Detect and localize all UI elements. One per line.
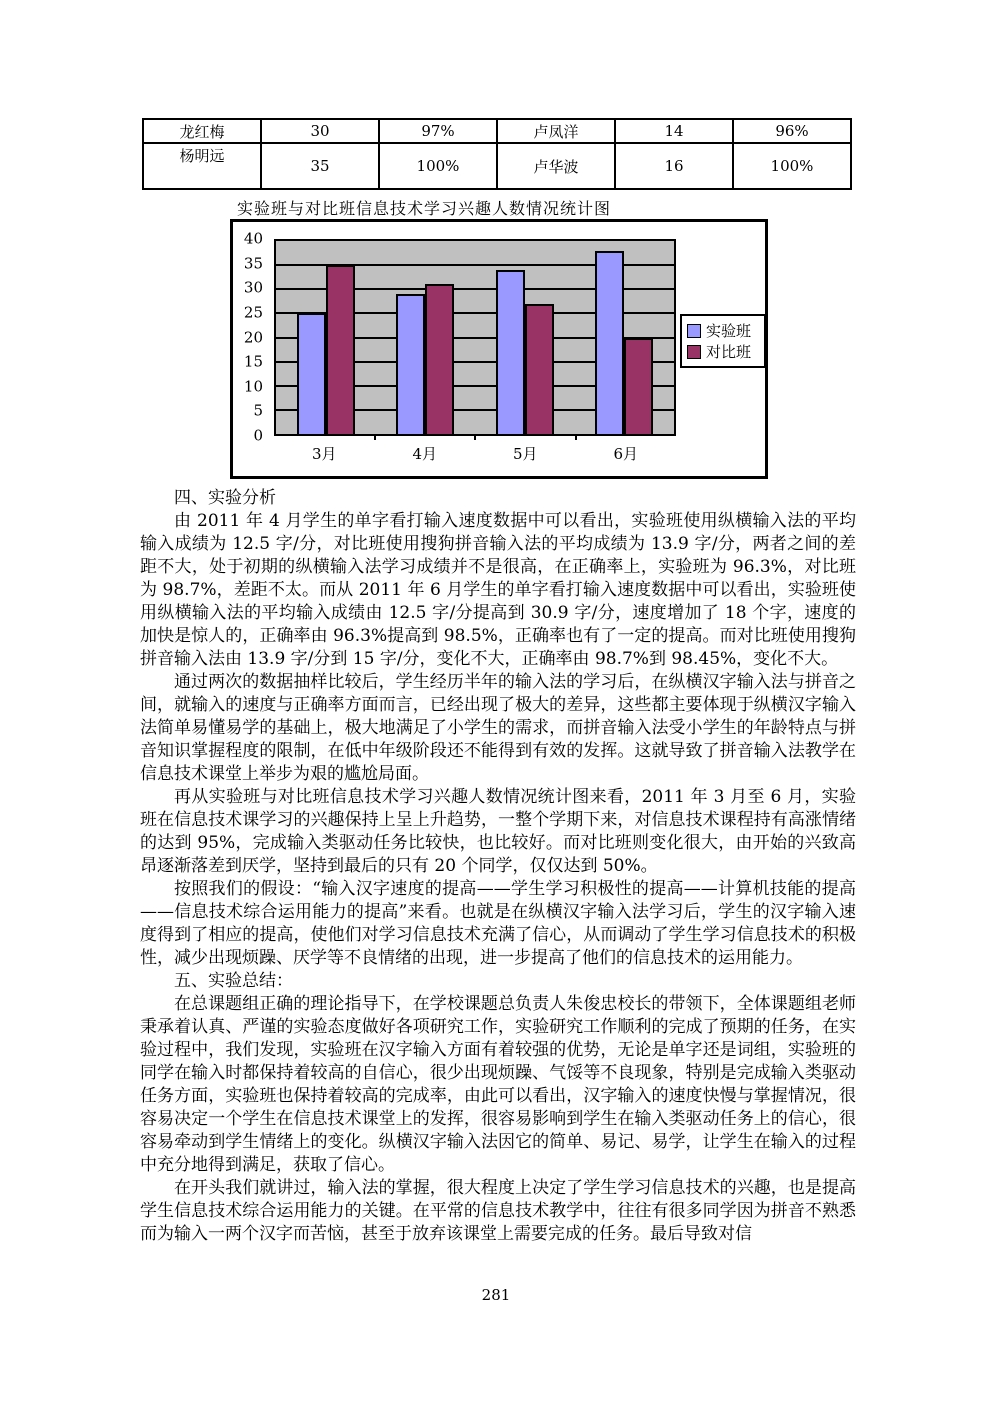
- bar-对比班-5月: [525, 304, 554, 434]
- x-tick-label: 3月: [311, 445, 337, 463]
- table-row: [143, 143, 851, 189]
- paragraph: 按照我们的假设：“输入汉字速度的提高——学生学习积极性的提高——计算机技能的提高——信息技术综合运用能力的提高”来看。也就是在纵横汉字输入法学习后，学生的汉字输入速度得到了相应的提高，使他们对学习信息技术充满了信心，从而调动了学生学习信息技术的积极性，减少出现烦躁、厌学等不良情绪的出现，进一步提高了他们的信息技术的运用能力。: [140, 879, 856, 968]
- legend-swatch-icon: [687, 324, 701, 338]
- chart-title: 实验班与对比班信息技术学习兴趣人数情况统计图: [237, 199, 612, 218]
- x-tick: [575, 434, 577, 440]
- bar-pair: [396, 241, 454, 434]
- table-cell: 96%: [733, 119, 851, 143]
- y-tick-label: 40: [243, 229, 263, 248]
- bar-pair: [297, 241, 355, 434]
- bar-实验班-6月: [595, 251, 624, 434]
- legend-label: 实验班: [706, 322, 752, 340]
- table-cell: 35: [261, 143, 379, 189]
- y-tick-label: 30: [243, 278, 263, 297]
- bar-实验班-3月: [297, 313, 326, 434]
- bar-对比班-6月: [624, 338, 653, 435]
- x-tick-label: 6月: [613, 445, 639, 463]
- page-number: 281: [481, 1286, 511, 1304]
- y-axis-labels: [233, 229, 268, 445]
- y-tick-label: 10: [243, 377, 263, 396]
- y-tick-label: 5: [253, 401, 263, 420]
- table-cell: 97%: [379, 119, 497, 143]
- section-heading: 五、实验总结：: [174, 971, 293, 991]
- bar-实验班-4月: [396, 294, 425, 434]
- legend-item-实验班: [687, 320, 759, 341]
- table-cell: 16: [615, 143, 733, 189]
- plot-area: [274, 239, 676, 436]
- score-table: [142, 118, 852, 190]
- table-cell: 卢凤洋: [497, 119, 615, 143]
- chart-legend: [680, 314, 766, 368]
- table-row: [143, 119, 851, 143]
- table-cell: 杨明远: [143, 143, 261, 189]
- table-cell: 100%: [379, 143, 497, 189]
- x-axis-labels: [274, 443, 676, 464]
- legend-item-对比班: [687, 341, 759, 362]
- x-tick-label: 5月: [512, 445, 538, 463]
- legend-label: 对比班: [706, 343, 752, 361]
- bar-对比班-3月: [326, 265, 355, 434]
- table-cell: 30: [261, 119, 379, 143]
- x-axis-ticks: [274, 434, 676, 440]
- paragraph: 通过两次的数据抽样比较后，学生经历半年的输入法的学习后，在纵横汉字输入法与拼音之间，就输入的速度与正确率方面而言，已经出现了极大的差异，这些都主要体现于纵横汉字输入法简单易懂易学的基础上，极大地满足了小学生的需求，而拼音输入法受小学生的年龄特点与拼音知识掌握程度的限制，在低中年级阶段还不能得到有效的发挥。这就导致了拼音输入法教学在信息技术课堂上举步为艰的尴尬局面。: [140, 672, 856, 784]
- table-cell: 100%: [733, 143, 851, 189]
- table-cell: 龙红梅: [143, 119, 261, 143]
- x-tick: [474, 434, 476, 440]
- y-tick-label: 20: [243, 328, 263, 346]
- paragraph: 由 2011 年 4 月学生的单字看打输入速度数据中可以看出，实验班使用纵横输入法的平均输入成绩为 12.5 字/分，对比班使用搜狗拼音输入法的平均成绩为 13.9 字/分，两者之间的差距不大，处于初期的纵横输入法学习成绩并不是很高，在正确率上，实验班为 96.3%，对比班为 98.7%，差距不太。而从 2011 年 6 月学生的单字看打输入速度数据中可以看出，实验班使用纵横输入法的平均输入成绩由 12.5 字/分提高到 30.9 字/分，速度增加了 18 个字，速度的加快是惊人的，正确率由 96.3%提高到 98.5%，正确率也有了一定的提高。而对比班使用搜狗拼音输入法由 13.9 字/分到 15 字/分，变化不大，正确率由 98.7%到 98.45%，变化不大。: [140, 511, 856, 669]
- bar-实验班-5月: [496, 270, 525, 434]
- table-cell: 卢华波: [497, 143, 615, 189]
- legend-swatch-icon: [687, 345, 701, 359]
- document-body: [140, 487, 856, 1246]
- y-tick-label: 0: [253, 426, 263, 445]
- bar-chart: [230, 219, 768, 479]
- table-cell: 14: [615, 119, 733, 143]
- y-tick-label: 15: [243, 352, 263, 371]
- bar-pair: [496, 241, 554, 434]
- y-tick-label: 25: [243, 303, 263, 322]
- paragraph: 在总课题组正确的理论指导下，在学校课题总负责人朱俊忠校长的带领下，全体课题组老师秉承着认真、严谨的实验态度做好各项研究工作，实验研究工作顺利的完成了预期的任务，在实验过程中，我们发现，实验班在汉字输入方面有着较强的优势，无论是单字还是词组，实验班的同学在输入时都保持着较高的自信心，很少出现烦躁、气馁等不良现象，特别是完成输入类驱动任务方面，实验班也保持着较高的完成率，由此可以看出，汉字输入的速度快慢与掌握情况，很容易决定一个学生在信息技术课堂上的发挥，很容易影响到学生在输入类驱动任务上的信心，很容易牵动到学生情绪上的变化。纵横汉字输入法因它的简单、易记、易学，让学生在输入的过程中充分地得到满足，获取了信心。: [140, 994, 856, 1175]
- bar-对比班-4月: [425, 284, 454, 434]
- paragraph: 再从实验班与对比班信息技术学习兴趣人数情况统计图来看，2011 年 3 月至 6 月，实验班在信息技术课学习的兴趣保持上呈上升趋势，一整个学期下来，对信息技术课程持有高涨情绪的达到 95%，完成输入类驱动任务比较快，也比较好。而对比班则变化很大，由开始的兴致高昂逐渐落差到厌学，坚持到最后的只有 20 个同学，仅仅达到 50%。: [140, 787, 856, 876]
- bar-pair: [595, 241, 653, 434]
- section-heading: 四、实验分析: [174, 488, 276, 508]
- paragraph: 在开头我们就讲过，输入法的掌握，很大程度上决定了学生学习信息技术的兴趣，也是提高学生信息技术综合运用能力的关键。在平常的信息技术教学中，往往有很多同学因为拼音不熟悉而为输入一两个汉字而苦恼，甚至于放弃该课堂上需要完成的任务。最后导致对信: [140, 1178, 856, 1244]
- y-tick-label: 35: [243, 254, 263, 273]
- x-tick: [374, 434, 376, 440]
- x-tick-label: 4月: [412, 445, 438, 463]
